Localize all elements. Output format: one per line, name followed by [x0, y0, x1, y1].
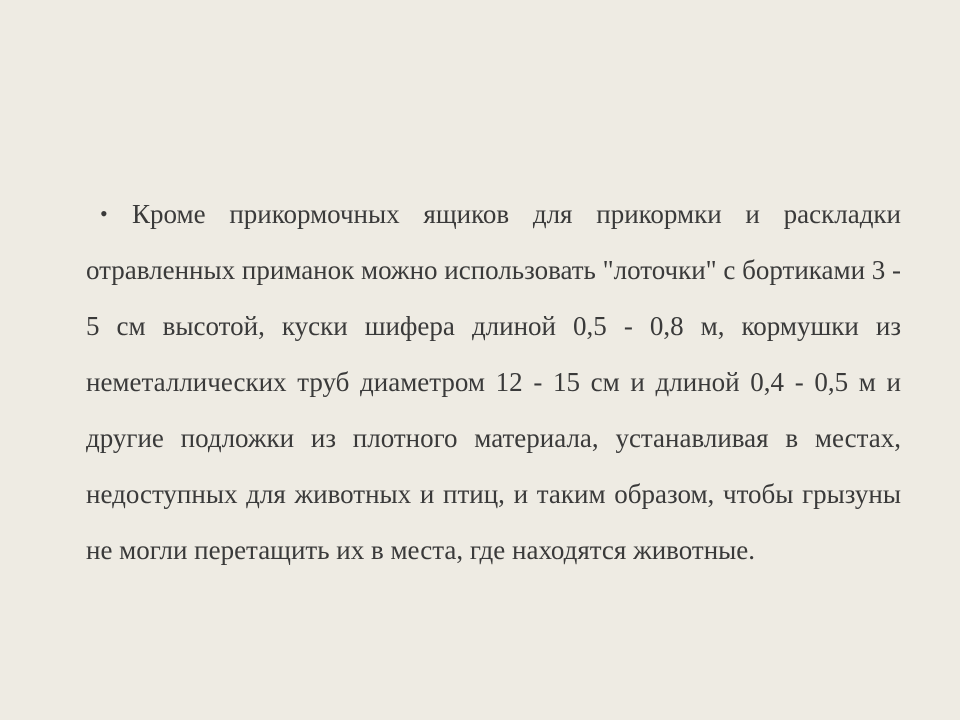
bullet-text: Кроме прикормочных ящиков для прикормки и раскладки отравленных приманок можно использовать "лоточки" с бортиками 3 - 5 см высотой, куски шифера длиной 0,5 - 0,8 м, кормушки из неметаллических труб диаметром 12 - 15 см и длиной 0,4 - 0,5 м и другие подложки из плотного материала, устанавливая в местах, недоступных для животных и птиц, и таким образом, чтобы грызуны не могли перетащить их в места, где находятся животные.	[86, 199, 902, 565]
bullet-marker: •	[100, 201, 108, 226]
slide-content	[86, 186, 901, 578]
bullet-list-item	[86, 186, 901, 578]
